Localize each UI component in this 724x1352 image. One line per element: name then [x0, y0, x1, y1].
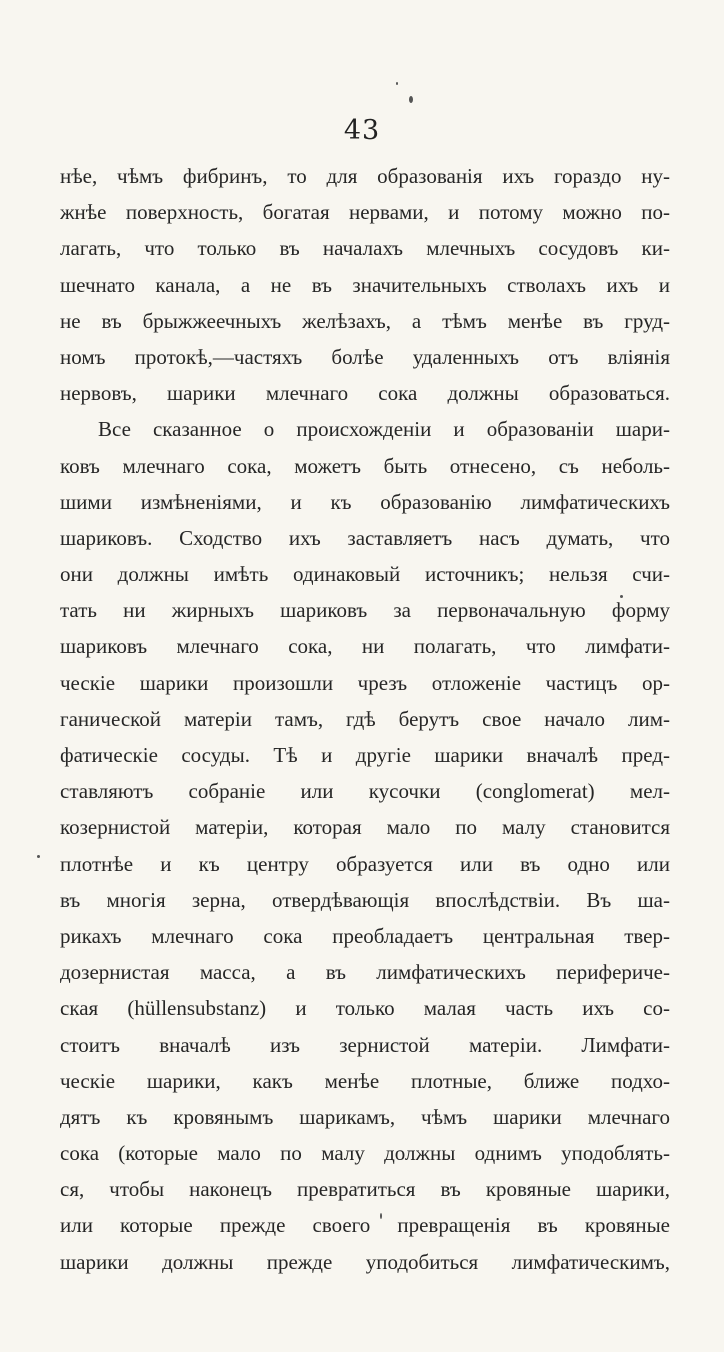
- text-line: номъ протокѣ,—частяхъ болѣе удаленныхъ отъ вліянія: [60, 344, 670, 369]
- text-line: рикахъ млечнаго сока преобладаетъ центральная твер-: [60, 923, 670, 948]
- text-line: козернистой матеріи, которая мало по малу становится: [60, 815, 670, 840]
- text-line: ческіе шарики произошли чрезъ отложеніе частицъ ор-: [60, 670, 670, 695]
- text-line: нервовъ, шарики млечнаго сока должны образоваться.: [60, 381, 670, 406]
- text-line: шарики должны прежде уподобиться лимфатическимъ,: [60, 1249, 670, 1274]
- text-line: ская (hüllensubstanz) и только малая часть ихъ со-: [60, 996, 670, 1021]
- text-line: дятъ къ кровянымъ шарикамъ, чѣмъ шарики млечнаго: [60, 1104, 670, 1129]
- text-line: ставляютъ собраніе или кусочки (conglomerat) мел-: [60, 779, 670, 804]
- ink-speck: [409, 96, 413, 103]
- text-line: шечнато канала, а не въ значительныхъ стволахъ ихъ и: [60, 272, 670, 297]
- text-line: нѣе, чѣмъ фибринъ, то для образованія ихъ гораздо ну-: [60, 164, 670, 188]
- text-line: дозернистая масса, а въ лимфатическихъ перифериче-: [60, 960, 670, 985]
- text-line: они должны имѣть одинаковый источникъ; нельзя счи-: [60, 562, 670, 587]
- text-line: шариковъ млечнаго сока, ни полагать, что лимфати-: [60, 634, 670, 659]
- ink-speck: [37, 855, 40, 858]
- text-line: фатическіе сосуды. Тѣ и другіе шарики вначалѣ пред-: [60, 743, 670, 767]
- text-line: Все сказанное о происхожденіи и образованіи шари-: [98, 417, 670, 442]
- text-line: шими измѣненіями, и къ образованію лимфатическихъ: [60, 489, 670, 514]
- text-line: ковъ млечнаго сока, можетъ быть отнесено, съ неболь-: [60, 453, 670, 478]
- text-line: плотнѣе и къ центру образуется или въ одно или: [60, 851, 670, 876]
- text-line: шариковъ. Сходство ихъ заставляетъ насъ думать, что: [60, 525, 670, 550]
- body-text: [60, 158, 670, 1280]
- text-line: ческіе шарики, какъ менѣе плотные, ближе подхо-: [60, 1068, 670, 1093]
- text-line: въ многія зерна, отвердѣвающія впослѣдствіи. Въ ша-: [60, 887, 670, 912]
- text-line: жнѣе поверхность, богатая нервами, и потому можно по-: [60, 200, 670, 225]
- text-line: ганической матеріи тамъ, гдѣ берутъ свое начало лим-: [60, 706, 670, 731]
- text-line: сока (которые мало по малу должны однимъ уподоблять-: [60, 1141, 670, 1166]
- ink-speck: [396, 82, 398, 85]
- text-line: не въ брыжжеечныхъ желѣзахъ, а тѣмъ менѣе въ груд-: [60, 308, 670, 333]
- page-number: 43: [343, 115, 381, 146]
- text-line: ся, чтобы наконецъ превратиться въ кровяные шарики,: [60, 1177, 670, 1202]
- text-line: лагать, что только въ началахъ млечныхъ сосудовъ ки-: [60, 236, 670, 261]
- text-line: тать ни жирныхъ шариковъ за первоначальную форму: [60, 598, 670, 623]
- text-line: или которые прежде своего превращенія въ кровяные: [60, 1213, 670, 1238]
- text-line: стоитъ вначалѣ изъ зернистой матеріи. Лимфати-: [60, 1032, 670, 1057]
